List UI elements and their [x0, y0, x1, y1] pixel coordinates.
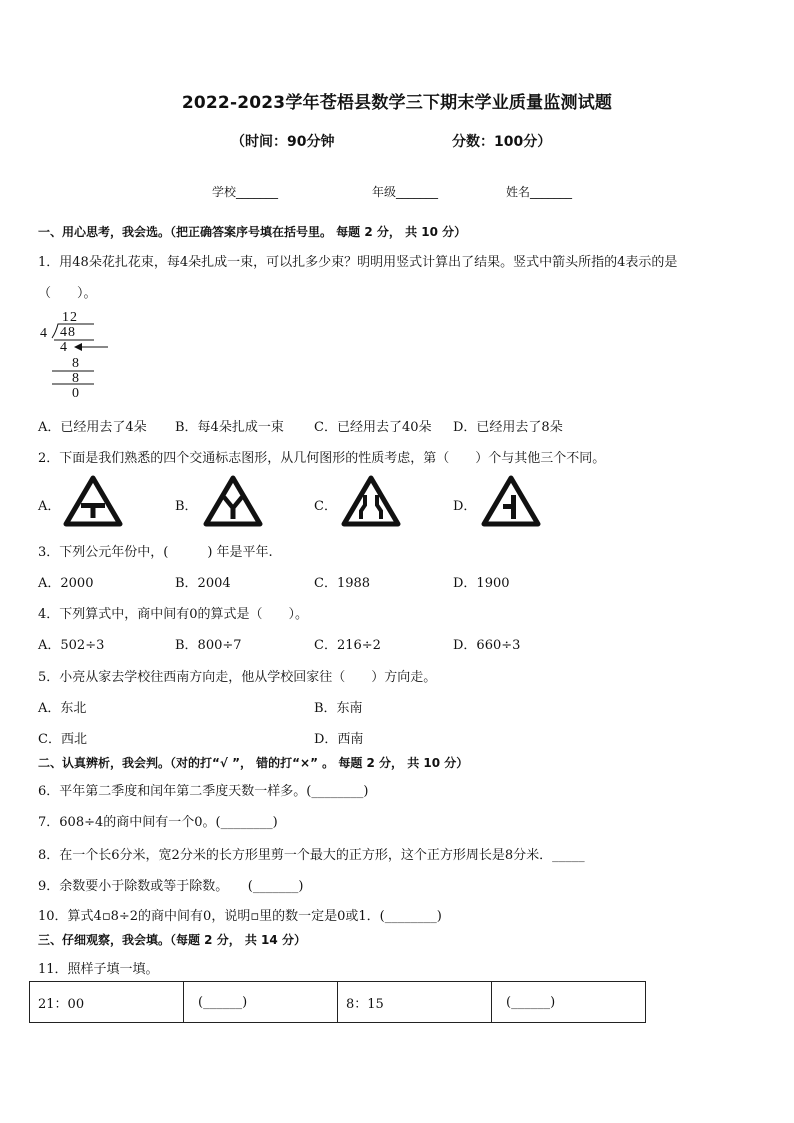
- time-fill-table: [29, 981, 646, 1023]
- question-3-text: 3．下列公元年份中，( ) 年是平年.: [38, 545, 273, 560]
- section-1-heading: 一、用心思考，我会选。（把正确答案序号填在括号里。 每题 2 分， 共 10 分）: [38, 225, 467, 239]
- question-8-text: 8．在一个长6分米，宽2分米的长方形里剪一个最大的正方形，这个正方形周长是8分米．_____: [38, 848, 585, 863]
- remainder-2: 0: [72, 386, 80, 401]
- product-1: 4: [60, 340, 68, 355]
- table-cell-blank: (______): [184, 982, 338, 1023]
- question-7-text: 7．608÷4的商中间有一个0。(________): [38, 815, 278, 830]
- question-11-text: 11．照样子填一填。: [38, 962, 159, 977]
- q2-label-b: B．: [175, 499, 198, 514]
- q2-label-a: A．: [38, 499, 61, 514]
- question-6-text: 6．平年第二季度和闰年第二季度天数一样多。(________): [38, 784, 369, 799]
- table-cell: 8：15: [338, 982, 492, 1023]
- question-4-text: 4．下列算式中，商中间有0的算式是（ ）。: [38, 607, 309, 622]
- quotient: 12: [62, 310, 78, 325]
- arrow-icon: [74, 343, 82, 351]
- q5-option-a: A．东北: [38, 701, 87, 716]
- table-cell-blank: (______): [492, 982, 646, 1023]
- t-junction-sign-icon: [63, 475, 123, 527]
- table-row: [30, 982, 646, 1023]
- q3-option-a: A．2000: [38, 576, 94, 591]
- q1-option-d: D．已经用去了8朵: [453, 420, 563, 435]
- q4-option-b: B．800÷7: [175, 638, 242, 653]
- division-rule: [52, 383, 96, 387]
- q2-label-d: D．: [453, 499, 477, 514]
- grade-field: 年级_______: [372, 185, 439, 199]
- q3-option-d: D．1900: [453, 576, 510, 591]
- section-3-heading: 三、仔细观察，我会填。（每题 2 分， 共 14 分）: [38, 933, 306, 947]
- long-division: [38, 308, 118, 404]
- narrow-road-sign-icon: [341, 475, 401, 527]
- question-2-text: 2．下面是我们熟悉的四个交通标志图形，从几何图形的性质考虑，第（ ）个与其他三个不同。: [38, 451, 606, 466]
- remainder-1: 8: [72, 356, 80, 371]
- q3-option-c: C．1988: [314, 576, 371, 591]
- q1-option-c: C．已经用去了40朵: [314, 420, 432, 435]
- name-field: 姓名_______: [506, 185, 573, 199]
- q4-option-d: D．660÷3: [453, 638, 521, 653]
- page-title: 2022-2023学年苍梧县数学三下期末学业质量监测试题: [181, 93, 613, 113]
- q5-option-b: B．东南: [314, 701, 363, 716]
- question-9-text: 9．余数要小于除数或等于除数。 (_______): [38, 879, 304, 894]
- side-road-sign-icon: [481, 475, 541, 527]
- exam-score: 分数：100分）: [452, 134, 552, 150]
- q1-option-b: B．每4朵扎成一束: [175, 420, 284, 435]
- table-cell: 21：00: [30, 982, 184, 1023]
- dividend: 48: [60, 325, 76, 340]
- y-junction-sign-icon: [203, 475, 263, 527]
- q5-option-c: C．西北: [38, 732, 87, 747]
- q4-option-a: A．502÷3: [38, 638, 105, 653]
- q1-option-a: A．已经用去了4朵: [38, 420, 147, 435]
- divisor: 4: [40, 326, 48, 341]
- question-5-text: 5．小亮从家去学校往西南方向走，他从学校回家往（ ）方向走。: [38, 670, 437, 685]
- question-1-text: 1．用48朵花扎花束，每4朵扎成一束，可以扎多少束？明明用竖式计算出了结果。竖式中箭头所指的4表示的是: [38, 255, 678, 270]
- question-10-text: 10．算式4▫8÷2的商中间有0，说明▫里的数一定是0或1．(________): [38, 909, 442, 924]
- exam-time: （时间：90分钟: [231, 134, 335, 150]
- q4-option-c: C．216÷2: [314, 638, 381, 653]
- school-field: 学校_______: [212, 185, 279, 199]
- product-2: 8: [72, 371, 80, 386]
- q5-option-d: D．西南: [314, 732, 364, 747]
- q3-option-b: B．2004: [175, 576, 231, 591]
- q2-label-c: C．: [314, 499, 337, 514]
- section-2-heading: 二、认真辨析，我会判。（对的打“√ ”， 错的打“×” 。 每题 2 分， 共 10 分）: [38, 756, 469, 770]
- question-1-blank: （ ）。: [38, 286, 97, 301]
